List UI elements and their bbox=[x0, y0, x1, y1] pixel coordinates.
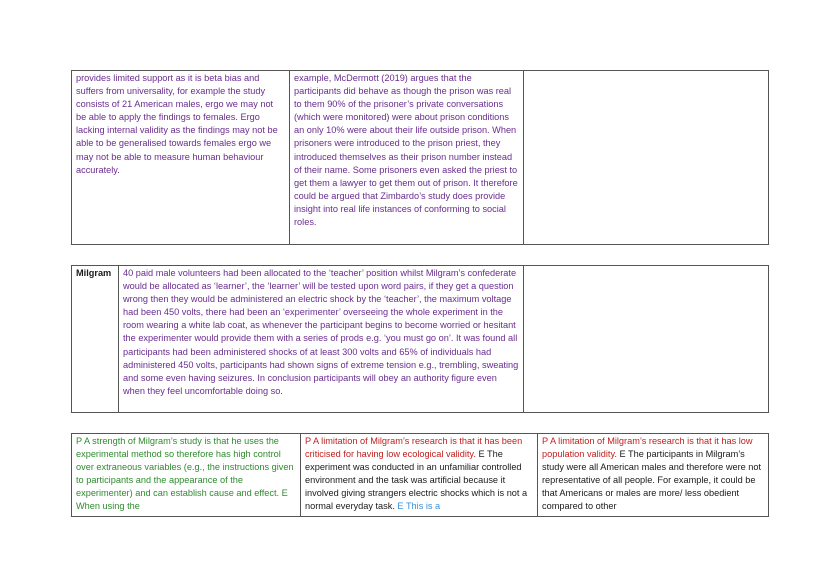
limitation-continuation: E This is a bbox=[394, 501, 441, 512]
evaluation-cell-2: example, McDermott (2019) argues that the participants did behave as though the prison was real to them 90% of the prisoner’s private conversations (which were monitored) were about prison conditions an only 10% were about their life outside prison. When prisoners were introduced to the prison priest, they introduced themselves as their prison number instead of their name. Some prisoners even asked the priest to get them a lawyer to get them out of prison. It therefore could be argued that Zimbardo’s study does provide insight into real life instances of conforming to social roles. bbox=[290, 71, 524, 245]
limitation-point: P A limitation of Milgram’s research is that it has been criticised for having low ecological validity. bbox=[305, 436, 523, 460]
zimbardo-evaluation-table bbox=[71, 70, 769, 245]
strength-cell: P A strength of Milgram’s study is that he uses the experimental method so therefore has high control over extraneous variables (e.g., the instructions given to participants and the appearance of the experimenter) and can establish cause and effect. E When using the bbox=[72, 434, 301, 517]
milgram-evaluation-table bbox=[71, 433, 769, 517]
limitation-ecological-cell bbox=[301, 434, 538, 517]
milgram-description-table bbox=[71, 265, 769, 413]
limitation-explanation: E The experiment was conducted in an unfamiliar controlled environment and the task was artificial because it involved giving strangers electric shocks which is not a normal everyday task. bbox=[305, 449, 528, 512]
limitation-population-cell bbox=[538, 434, 769, 517]
study-heading: Milgram bbox=[72, 266, 119, 413]
empty-cell bbox=[524, 266, 769, 413]
evaluation-cell-3 bbox=[524, 71, 769, 245]
population-point: P A limitation of Milgram’s research is that it has low population validity. bbox=[542, 436, 753, 460]
evaluation-cell-1: provides limited support as it is beta bias and suffers from universality, for example the study consists of 21 American males, ergo we may not be able to apply the findings to females. Ergo lacking internal validity as the findings may not be able to be generalised towards females ergo we may not be able to measure human behaviour accurately. bbox=[72, 71, 290, 245]
population-explanation: E The participants in Milgram’s study were all American males and therefore were not representative of all people. For example, it could be that Americans or males are more/ less obedient compared to other bbox=[542, 449, 762, 512]
study-description: 40 paid male volunteers had been allocated to the ‘teacher’ position whilst Milgram’s confederate would be allocated as ‘learner’, the ‘learner’ will be tested upon word pairs, if they get a question wrong then they would be administered an electric shock by the ‘teacher’, the maximum voltage had been 450 volts, there had been an ‘experimenter’ overseeing the whole experiment in the room wearing a white lab coat, as whenever the participant begins to become worried or hesitant the experimenter would provide them with a series of prods e.g. ‘you must go on’. It was found all participants had been administered shocks of at least 300 volts and 65% of individuals had administered 450 volts, participants had shown signs of extreme tension e.g., trembling, sweating and some even having seizures. In conclusion participants will obey an authority figure even when they feel uncomfortable doing so. bbox=[119, 266, 524, 413]
